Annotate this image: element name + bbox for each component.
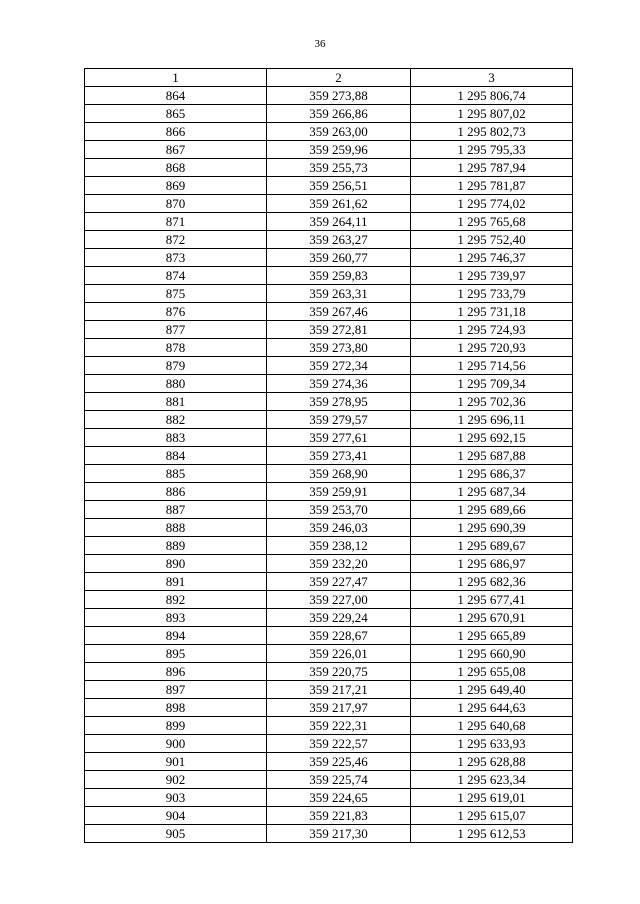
point-number-cell: 873	[85, 249, 267, 267]
y-coordinate-cell: 1 295 670,91	[411, 609, 573, 627]
table-row	[85, 807, 573, 825]
x-coordinate-cell: 359 256,51	[267, 177, 411, 195]
x-coordinate-cell: 359 228,67	[267, 627, 411, 645]
table-row	[85, 735, 573, 753]
table-row	[85, 663, 573, 681]
point-number-cell: 892	[85, 591, 267, 609]
x-coordinate-cell: 359 259,83	[267, 267, 411, 285]
y-coordinate-cell: 1 295 660,90	[411, 645, 573, 663]
point-number-cell: 884	[85, 447, 267, 465]
x-coordinate-cell: 359 259,96	[267, 141, 411, 159]
y-coordinate-cell: 1 295 765,68	[411, 213, 573, 231]
y-coordinate-cell: 1 295 692,15	[411, 429, 573, 447]
y-coordinate-cell: 1 295 752,40	[411, 231, 573, 249]
x-coordinate-cell: 359 246,03	[267, 519, 411, 537]
x-coordinate-cell: 359 232,20	[267, 555, 411, 573]
table-row	[85, 771, 573, 789]
x-coordinate-cell: 359 266,86	[267, 105, 411, 123]
x-coordinate-cell: 359 224,65	[267, 789, 411, 807]
x-coordinate-cell: 359 217,97	[267, 699, 411, 717]
point-number-cell: 868	[85, 159, 267, 177]
y-coordinate-cell: 1 295 687,34	[411, 483, 573, 501]
point-number-cell: 880	[85, 375, 267, 393]
x-coordinate-cell: 359 272,81	[267, 321, 411, 339]
point-number-cell: 894	[85, 627, 267, 645]
point-number-cell: 878	[85, 339, 267, 357]
table-row	[85, 789, 573, 807]
point-number-cell: 874	[85, 267, 267, 285]
column-header: 1	[85, 69, 267, 87]
table-row	[85, 141, 573, 159]
table-row	[85, 825, 573, 843]
y-coordinate-cell: 1 295 714,56	[411, 357, 573, 375]
y-coordinate-cell: 1 295 612,53	[411, 825, 573, 843]
point-number-cell: 866	[85, 123, 267, 141]
x-coordinate-cell: 359 259,91	[267, 483, 411, 501]
point-number-cell: 882	[85, 411, 267, 429]
x-coordinate-cell: 359 272,34	[267, 357, 411, 375]
x-coordinate-cell: 359 226,01	[267, 645, 411, 663]
table-row	[85, 303, 573, 321]
x-coordinate-cell: 359 267,46	[267, 303, 411, 321]
x-coordinate-cell: 359 229,24	[267, 609, 411, 627]
point-number-cell: 877	[85, 321, 267, 339]
x-coordinate-cell: 359 227,47	[267, 573, 411, 591]
table-header-row	[85, 69, 573, 87]
point-number-cell: 867	[85, 141, 267, 159]
table-row	[85, 393, 573, 411]
point-number-cell: 891	[85, 573, 267, 591]
x-coordinate-cell: 359 263,27	[267, 231, 411, 249]
x-coordinate-cell: 359 217,30	[267, 825, 411, 843]
column-header: 3	[411, 69, 573, 87]
point-number-cell: 895	[85, 645, 267, 663]
table-row	[85, 411, 573, 429]
table-row	[85, 573, 573, 591]
point-number-cell: 883	[85, 429, 267, 447]
point-number-cell: 885	[85, 465, 267, 483]
x-coordinate-cell: 359 253,70	[267, 501, 411, 519]
table-row	[85, 105, 573, 123]
y-coordinate-cell: 1 295 709,34	[411, 375, 573, 393]
x-coordinate-cell: 359 221,83	[267, 807, 411, 825]
y-coordinate-cell: 1 295 739,97	[411, 267, 573, 285]
x-coordinate-cell: 359 255,73	[267, 159, 411, 177]
x-coordinate-cell: 359 227,00	[267, 591, 411, 609]
table-row	[85, 447, 573, 465]
y-coordinate-cell: 1 295 702,36	[411, 393, 573, 411]
y-coordinate-cell: 1 295 655,08	[411, 663, 573, 681]
y-coordinate-cell: 1 295 619,01	[411, 789, 573, 807]
column-header: 2	[267, 69, 411, 87]
x-coordinate-cell: 359 263,31	[267, 285, 411, 303]
y-coordinate-cell: 1 295 665,89	[411, 627, 573, 645]
x-coordinate-cell: 359 273,88	[267, 87, 411, 105]
table-row	[85, 123, 573, 141]
table-row	[85, 321, 573, 339]
table-row	[85, 609, 573, 627]
point-number-cell: 893	[85, 609, 267, 627]
y-coordinate-cell: 1 295 690,39	[411, 519, 573, 537]
point-number-cell: 903	[85, 789, 267, 807]
point-number-cell: 864	[85, 87, 267, 105]
y-coordinate-cell: 1 295 787,94	[411, 159, 573, 177]
point-number-cell: 899	[85, 717, 267, 735]
table-row	[85, 519, 573, 537]
table-row	[85, 681, 573, 699]
table-row	[85, 87, 573, 105]
table-row	[85, 483, 573, 501]
y-coordinate-cell: 1 295 806,74	[411, 87, 573, 105]
x-coordinate-cell: 359 238,12	[267, 537, 411, 555]
coordinates-table	[84, 68, 573, 843]
y-coordinate-cell: 1 295 686,37	[411, 465, 573, 483]
x-coordinate-cell: 359 263,00	[267, 123, 411, 141]
y-coordinate-cell: 1 295 649,40	[411, 681, 573, 699]
table-row	[85, 357, 573, 375]
table-row	[85, 159, 573, 177]
y-coordinate-cell: 1 295 802,73	[411, 123, 573, 141]
x-coordinate-cell: 359 225,74	[267, 771, 411, 789]
y-coordinate-cell: 1 295 807,02	[411, 105, 573, 123]
point-number-cell: 904	[85, 807, 267, 825]
x-coordinate-cell: 359 222,57	[267, 735, 411, 753]
y-coordinate-cell: 1 295 640,68	[411, 717, 573, 735]
point-number-cell: 870	[85, 195, 267, 213]
x-coordinate-cell: 359 261,62	[267, 195, 411, 213]
table-row	[85, 375, 573, 393]
y-coordinate-cell: 1 295 682,36	[411, 573, 573, 591]
point-number-cell: 886	[85, 483, 267, 501]
y-coordinate-cell: 1 295 689,66	[411, 501, 573, 519]
point-number-cell: 872	[85, 231, 267, 249]
table-row	[85, 465, 573, 483]
point-number-cell: 890	[85, 555, 267, 573]
table-row	[85, 231, 573, 249]
point-number-cell: 871	[85, 213, 267, 231]
y-coordinate-cell: 1 295 615,07	[411, 807, 573, 825]
point-number-cell: 876	[85, 303, 267, 321]
table-row	[85, 429, 573, 447]
point-number-cell: 879	[85, 357, 267, 375]
x-coordinate-cell: 359 222,31	[267, 717, 411, 735]
x-coordinate-cell: 359 278,95	[267, 393, 411, 411]
point-number-cell: 900	[85, 735, 267, 753]
x-coordinate-cell: 359 273,41	[267, 447, 411, 465]
page-number: 36	[314, 38, 326, 50]
x-coordinate-cell: 359 220,75	[267, 663, 411, 681]
y-coordinate-cell: 1 295 781,87	[411, 177, 573, 195]
point-number-cell: 898	[85, 699, 267, 717]
y-coordinate-cell: 1 295 774,02	[411, 195, 573, 213]
y-coordinate-cell: 1 295 623,34	[411, 771, 573, 789]
table-row	[85, 645, 573, 663]
x-coordinate-cell: 359 260,77	[267, 249, 411, 267]
table-row	[85, 699, 573, 717]
x-coordinate-cell: 359 277,61	[267, 429, 411, 447]
y-coordinate-cell: 1 295 687,88	[411, 447, 573, 465]
table-row	[85, 753, 573, 771]
point-number-cell: 887	[85, 501, 267, 519]
table-body	[85, 87, 573, 843]
table-row	[85, 195, 573, 213]
table-row	[85, 717, 573, 735]
y-coordinate-cell: 1 295 633,93	[411, 735, 573, 753]
table-row	[85, 555, 573, 573]
point-number-cell: 902	[85, 771, 267, 789]
point-number-cell: 889	[85, 537, 267, 555]
point-number-cell: 865	[85, 105, 267, 123]
point-number-cell: 888	[85, 519, 267, 537]
table-row	[85, 249, 573, 267]
table-row	[85, 339, 573, 357]
y-coordinate-cell: 1 295 746,37	[411, 249, 573, 267]
y-coordinate-cell: 1 295 795,33	[411, 141, 573, 159]
x-coordinate-cell: 359 268,90	[267, 465, 411, 483]
table-row	[85, 267, 573, 285]
y-coordinate-cell: 1 295 677,41	[411, 591, 573, 609]
x-coordinate-cell: 359 225,46	[267, 753, 411, 771]
y-coordinate-cell: 1 295 689,67	[411, 537, 573, 555]
table-row	[85, 501, 573, 519]
table-row	[85, 213, 573, 231]
point-number-cell: 896	[85, 663, 267, 681]
y-coordinate-cell: 1 295 696,11	[411, 411, 573, 429]
table-row	[85, 627, 573, 645]
x-coordinate-cell: 359 217,21	[267, 681, 411, 699]
point-number-cell: 897	[85, 681, 267, 699]
table-row	[85, 177, 573, 195]
y-coordinate-cell: 1 295 733,79	[411, 285, 573, 303]
table-row	[85, 591, 573, 609]
x-coordinate-cell: 359 274,36	[267, 375, 411, 393]
table-header	[85, 69, 573, 87]
y-coordinate-cell: 1 295 628,88	[411, 753, 573, 771]
table-row	[85, 537, 573, 555]
x-coordinate-cell: 359 264,11	[267, 213, 411, 231]
point-number-cell: 881	[85, 393, 267, 411]
y-coordinate-cell: 1 295 724,93	[411, 321, 573, 339]
point-number-cell: 901	[85, 753, 267, 771]
point-number-cell: 905	[85, 825, 267, 843]
x-coordinate-cell: 359 279,57	[267, 411, 411, 429]
y-coordinate-cell: 1 295 720,93	[411, 339, 573, 357]
point-number-cell: 875	[85, 285, 267, 303]
x-coordinate-cell: 359 273,80	[267, 339, 411, 357]
y-coordinate-cell: 1 295 731,18	[411, 303, 573, 321]
y-coordinate-cell: 1 295 644,63	[411, 699, 573, 717]
point-number-cell: 869	[85, 177, 267, 195]
y-coordinate-cell: 1 295 686,97	[411, 555, 573, 573]
table-row	[85, 285, 573, 303]
